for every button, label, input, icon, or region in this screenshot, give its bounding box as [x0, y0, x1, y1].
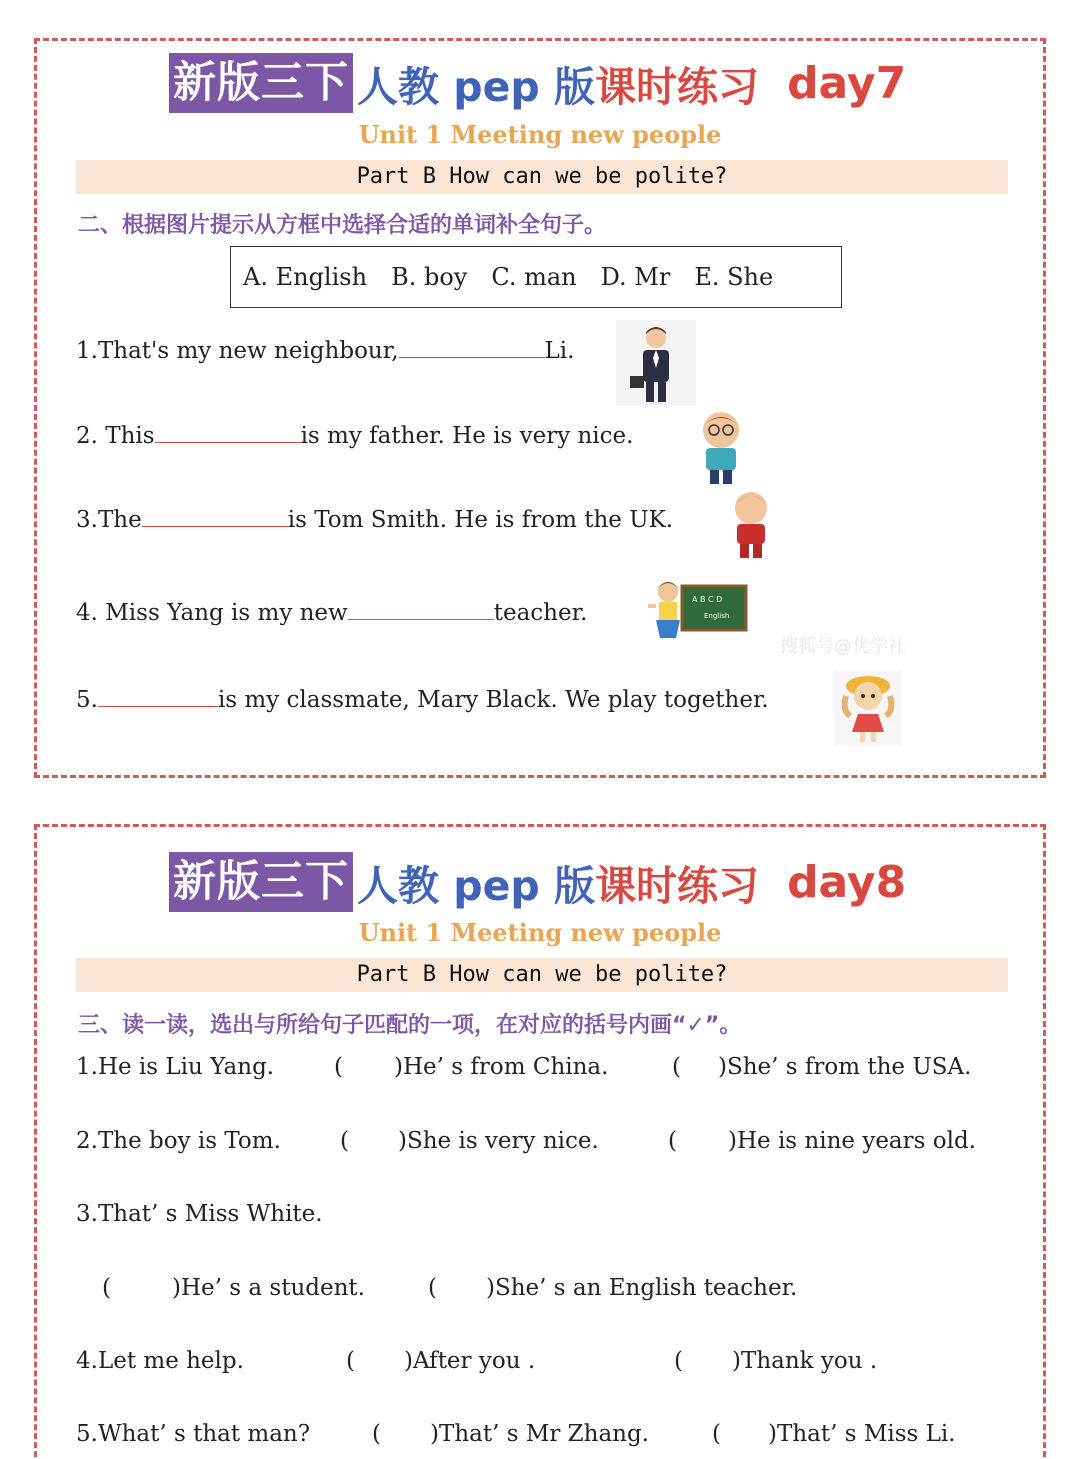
question-5: [76, 685, 769, 713]
question-4: [76, 1348, 1036, 1378]
border-right: [1043, 38, 1046, 778]
answer-paren[interactable]: (: [712, 1421, 721, 1447]
blackboard-letters: A B C D: [692, 595, 723, 604]
answer-option: )After you .: [404, 1348, 536, 1374]
question-3-options: [76, 1275, 1036, 1305]
question-4: [76, 598, 587, 626]
businessman-picture: [616, 320, 696, 406]
title-publisher: 人教 pep 版: [357, 62, 596, 111]
father-picture: [686, 408, 756, 486]
answer-option: )She’ s an English teacher.: [486, 1275, 798, 1301]
answer-paren[interactable]: (: [428, 1275, 437, 1301]
question-2: [76, 1128, 1036, 1158]
answer-paren[interactable]: (: [372, 1421, 381, 1447]
section-instruction: 二、根据图片提示从方框中选择合适的单词补全句子。: [78, 213, 607, 238]
answer-paren[interactable]: (: [674, 1348, 683, 1374]
answer-option: )He is nine years old.: [728, 1128, 976, 1154]
page-title: [169, 53, 906, 113]
title-publisher: 人教 pep 版: [357, 861, 596, 910]
question-5: [76, 1421, 1036, 1451]
question-text: 5.: [76, 687, 98, 713]
word-bank-box: [230, 246, 842, 308]
question-text: 4. Miss Yang is my new: [76, 600, 348, 626]
question-prompt: 2.The boy is Tom.: [76, 1128, 281, 1154]
word-option: C. man: [491, 263, 577, 291]
border-left: [34, 38, 37, 778]
question-text: is Tom Smith. He is from the UK.: [287, 507, 674, 533]
tom-smith-picture: [720, 488, 782, 560]
answer-option: )That’ s Mr Zhang.: [430, 1421, 650, 1447]
title-edition: 新版三下: [169, 852, 353, 912]
answer-blank[interactable]: [142, 505, 288, 527]
unit-title: Unit 1 Meeting new people: [358, 120, 722, 149]
question-text: 2. This: [76, 423, 155, 449]
title-day: day7: [787, 57, 907, 109]
part-banner: Part B How can we be polite?: [76, 160, 1008, 194]
answer-option: )That’ s Miss Li.: [768, 1421, 956, 1447]
question-prompt: 4.Let me help.: [76, 1348, 244, 1374]
answer-blank[interactable]: [155, 421, 301, 443]
answer-paren[interactable]: (: [672, 1054, 681, 1080]
answer-blank[interactable]: [348, 598, 494, 620]
teacher-picture: [642, 574, 762, 648]
answer-paren[interactable]: (: [102, 1275, 111, 1301]
question-2: [76, 421, 633, 449]
question-text: teacher.: [493, 600, 588, 626]
word-option: B. boy: [391, 263, 468, 291]
word-option: A. English: [243, 263, 368, 291]
question-3: [76, 1201, 1036, 1231]
unit-title: Unit 1 Meeting new people: [358, 918, 722, 947]
answer-option: )He’ s from China.: [394, 1054, 609, 1080]
answer-option: )She is very nice.: [398, 1128, 599, 1154]
answer-blank[interactable]: [98, 685, 218, 707]
word-option: E. She: [694, 263, 774, 291]
worksheet-day7: [34, 38, 1046, 778]
question-prompt: 1.He is Liu Yang.: [76, 1054, 275, 1080]
answer-paren[interactable]: (: [668, 1128, 677, 1154]
page-title: [169, 852, 906, 912]
title-practice: 课时练习: [595, 62, 760, 111]
question-3: [76, 505, 673, 533]
answer-paren[interactable]: (: [334, 1054, 343, 1080]
border-bottom: [34, 775, 1046, 778]
answer-option: )Thank you .: [732, 1348, 878, 1374]
answer-option: )She’ s from the USA.: [718, 1054, 972, 1080]
worksheet-day8: [34, 824, 1046, 1459]
question-text: 3.The: [76, 507, 142, 533]
border-top: [34, 824, 1046, 827]
blackboard-word: English: [704, 612, 730, 620]
answer-option: )He’ s a student.: [172, 1275, 365, 1301]
question-text: is my classmate, Mary Black. We play together.: [217, 687, 769, 713]
question-prompt: 3.That’ s Miss White.: [76, 1201, 323, 1227]
answer-blank[interactable]: [399, 336, 545, 358]
title-practice: 课时练习: [595, 861, 760, 910]
answer-paren[interactable]: (: [340, 1128, 349, 1154]
word-option: D. Mr: [600, 263, 671, 291]
border-top: [34, 38, 1046, 41]
question-1: [76, 336, 574, 364]
mary-black-picture: [834, 670, 902, 746]
title-day: day8: [787, 856, 907, 908]
question-text: is my father. He is very nice.: [300, 423, 634, 449]
question-prompt: 5.What’ s that man?: [76, 1421, 311, 1447]
part-banner: Part B How can we be polite?: [76, 958, 1008, 992]
question-1: [76, 1054, 1036, 1084]
section-instruction: 三、读一读，选出与所给句子匹配的一项，在对应的括号内画“✓”。: [78, 1013, 742, 1038]
question-text: 1.That's my new neighbour,: [76, 338, 399, 364]
answer-paren[interactable]: (: [346, 1348, 355, 1374]
watermark: 搜狐号@优学社: [780, 636, 906, 657]
question-text: Li.: [544, 338, 575, 364]
title-edition: 新版三下: [169, 53, 353, 113]
